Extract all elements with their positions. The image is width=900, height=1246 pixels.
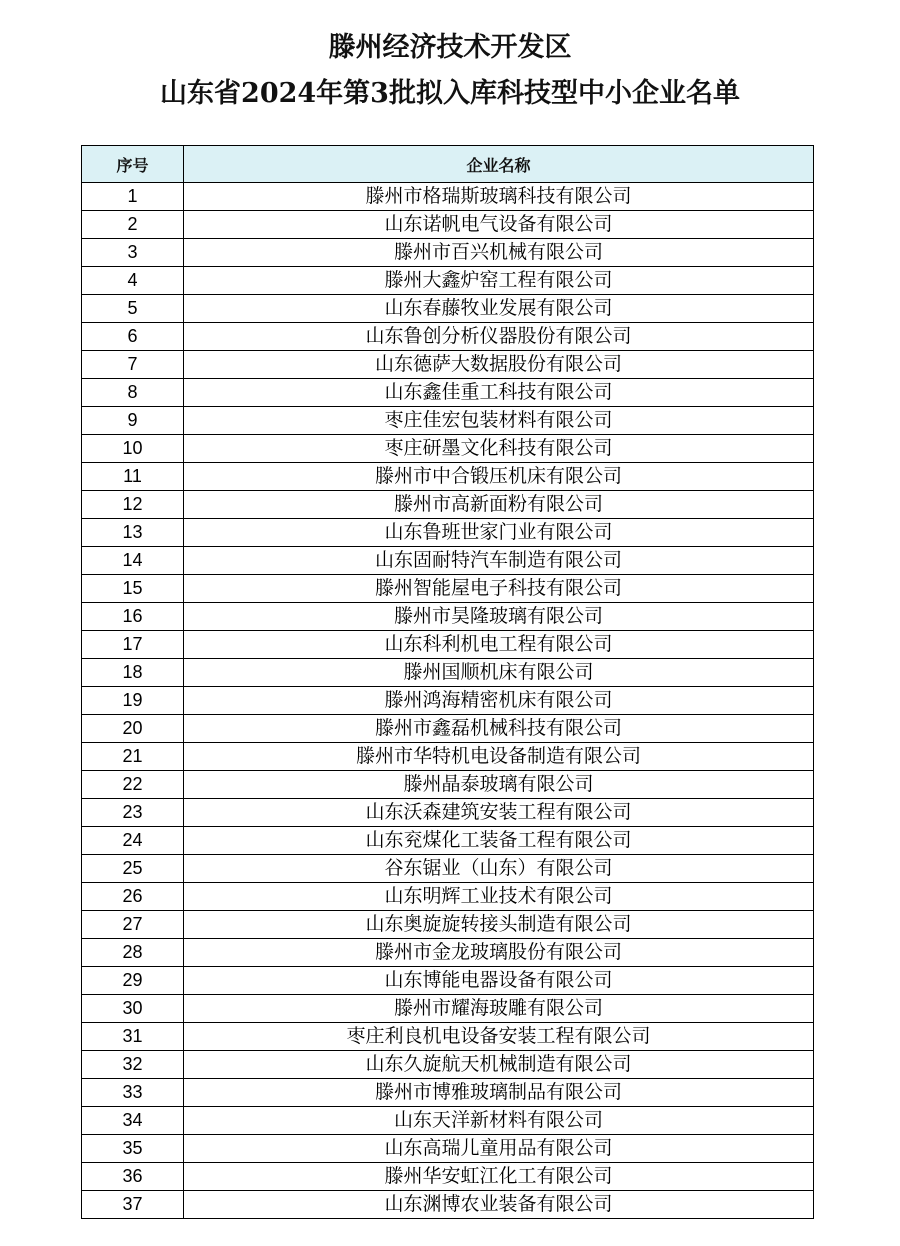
row-company-name: 山东博能电器设备有限公司 — [184, 967, 814, 995]
row-index: 30 — [82, 995, 184, 1023]
row-index: 2 — [82, 211, 184, 239]
row-company-name: 滕州晶泰玻璃有限公司 — [184, 771, 814, 799]
table-row — [82, 1163, 814, 1191]
table-row — [82, 771, 814, 799]
table-row — [82, 715, 814, 743]
table-row — [82, 743, 814, 771]
row-company-name: 山东天洋新材料有限公司 — [184, 1107, 814, 1135]
table-row — [82, 183, 814, 211]
row-company-name: 枣庄利良机电设备安装工程有限公司 — [184, 1023, 814, 1051]
row-company-name: 谷东锯业（山东）有限公司 — [184, 855, 814, 883]
company-list-table — [81, 145, 814, 1219]
row-company-name: 山东鑫佳重工科技有限公司 — [184, 379, 814, 407]
row-company-name: 山东兖煤化工装备工程有限公司 — [184, 827, 814, 855]
document-title-line-1: 滕州经济技术开发区 — [328, 32, 572, 63]
table-row — [82, 323, 814, 351]
row-index: 23 — [82, 799, 184, 827]
row-index: 5 — [82, 295, 184, 323]
row-index: 27 — [82, 911, 184, 939]
header-company-name: 企业名称 — [184, 146, 814, 183]
row-company-name: 滕州市百兴机械有限公司 — [184, 239, 814, 267]
table-row — [82, 799, 814, 827]
table-row — [82, 855, 814, 883]
row-index: 4 — [82, 267, 184, 295]
row-company-name: 滕州市高新面粉有限公司 — [184, 491, 814, 519]
table-row — [82, 603, 814, 631]
row-company-name: 滕州市金龙玻璃股份有限公司 — [184, 939, 814, 967]
table-row — [82, 1051, 814, 1079]
row-index: 13 — [82, 519, 184, 547]
table-row — [82, 491, 814, 519]
row-index: 34 — [82, 1107, 184, 1135]
row-index: 9 — [82, 407, 184, 435]
table-row — [82, 575, 814, 603]
table-row — [82, 463, 814, 491]
row-company-name: 滕州市博雅玻璃制品有限公司 — [184, 1079, 814, 1107]
table-row — [82, 883, 814, 911]
row-index: 12 — [82, 491, 184, 519]
table-row — [82, 435, 814, 463]
row-index: 20 — [82, 715, 184, 743]
row-company-name: 滕州大鑫炉窑工程有限公司 — [184, 267, 814, 295]
row-index: 11 — [82, 463, 184, 491]
table-row — [82, 659, 814, 687]
row-company-name: 滕州华安虹江化工有限公司 — [184, 1163, 814, 1191]
table-row — [82, 1023, 814, 1051]
header-index: 序号 — [82, 146, 184, 183]
row-index: 14 — [82, 547, 184, 575]
row-company-name: 滕州市中合锻压机床有限公司 — [184, 463, 814, 491]
table-body — [82, 183, 814, 1219]
row-index: 36 — [82, 1163, 184, 1191]
table-row — [82, 295, 814, 323]
row-index: 18 — [82, 659, 184, 687]
table-row — [82, 379, 814, 407]
row-index: 26 — [82, 883, 184, 911]
row-company-name: 山东沃森建筑安装工程有限公司 — [184, 799, 814, 827]
table-row — [82, 687, 814, 715]
row-index: 22 — [82, 771, 184, 799]
row-company-name: 滕州市鑫磊机械科技有限公司 — [184, 715, 814, 743]
table-row — [82, 1135, 814, 1163]
row-index: 31 — [82, 1023, 184, 1051]
row-company-name: 山东春藤牧业发展有限公司 — [184, 295, 814, 323]
table-row — [82, 1107, 814, 1135]
row-company-name: 滕州国顺机床有限公司 — [184, 659, 814, 687]
table-row — [82, 239, 814, 267]
row-index: 16 — [82, 603, 184, 631]
row-company-name: 滕州市华特机电设备制造有限公司 — [184, 743, 814, 771]
row-company-name: 山东固耐特汽车制造有限公司 — [184, 547, 814, 575]
table-row — [82, 519, 814, 547]
row-company-name: 山东科利机电工程有限公司 — [184, 631, 814, 659]
table-row — [82, 211, 814, 239]
table-row — [82, 967, 814, 995]
row-index: 19 — [82, 687, 184, 715]
table-row — [82, 1191, 814, 1219]
document-title-line-2: 山东省2024年第3批拟入库科技型中小企业名单 — [160, 78, 740, 109]
row-index: 35 — [82, 1135, 184, 1163]
table-row — [82, 995, 814, 1023]
row-index: 8 — [82, 379, 184, 407]
row-company-name: 山东奥旋旋转接头制造有限公司 — [184, 911, 814, 939]
table-header-row — [82, 146, 814, 183]
row-company-name: 山东鲁班世家门业有限公司 — [184, 519, 814, 547]
table-row — [82, 267, 814, 295]
row-company-name: 山东明辉工业技术有限公司 — [184, 883, 814, 911]
table-row — [82, 827, 814, 855]
table-row — [82, 351, 814, 379]
row-company-name: 山东诺帆电气设备有限公司 — [184, 211, 814, 239]
row-company-name: 滕州市昊隆玻璃有限公司 — [184, 603, 814, 631]
row-company-name: 枣庄研墨文化科技有限公司 — [184, 435, 814, 463]
row-company-name: 山东渊博农业装备有限公司 — [184, 1191, 814, 1219]
row-index: 33 — [82, 1079, 184, 1107]
row-company-name: 枣庄佳宏包装材料有限公司 — [184, 407, 814, 435]
table-row — [82, 547, 814, 575]
row-index: 17 — [82, 631, 184, 659]
row-company-name: 山东鲁创分析仪器股份有限公司 — [184, 323, 814, 351]
row-index: 7 — [82, 351, 184, 379]
row-index: 21 — [82, 743, 184, 771]
row-index: 1 — [82, 183, 184, 211]
row-company-name: 滕州智能屋电子科技有限公司 — [184, 575, 814, 603]
row-index: 29 — [82, 967, 184, 995]
row-company-name: 滕州鸿海精密机床有限公司 — [184, 687, 814, 715]
row-index: 10 — [82, 435, 184, 463]
row-index: 3 — [82, 239, 184, 267]
row-index: 15 — [82, 575, 184, 603]
table-row — [82, 911, 814, 939]
row-index: 24 — [82, 827, 184, 855]
row-company-name: 山东高瑞儿童用品有限公司 — [184, 1135, 814, 1163]
table-row — [82, 407, 814, 435]
row-company-name: 滕州市格瑞斯玻璃科技有限公司 — [184, 183, 814, 211]
row-index: 32 — [82, 1051, 184, 1079]
row-company-name: 山东久旋航天机械制造有限公司 — [184, 1051, 814, 1079]
row-index: 28 — [82, 939, 184, 967]
table-row — [82, 631, 814, 659]
row-index: 6 — [82, 323, 184, 351]
row-index: 25 — [82, 855, 184, 883]
table-row — [82, 1079, 814, 1107]
row-company-name: 滕州市耀海玻雕有限公司 — [184, 995, 814, 1023]
row-index: 37 — [82, 1191, 184, 1219]
row-company-name: 山东德萨大数据股份有限公司 — [184, 351, 814, 379]
table-row — [82, 939, 814, 967]
